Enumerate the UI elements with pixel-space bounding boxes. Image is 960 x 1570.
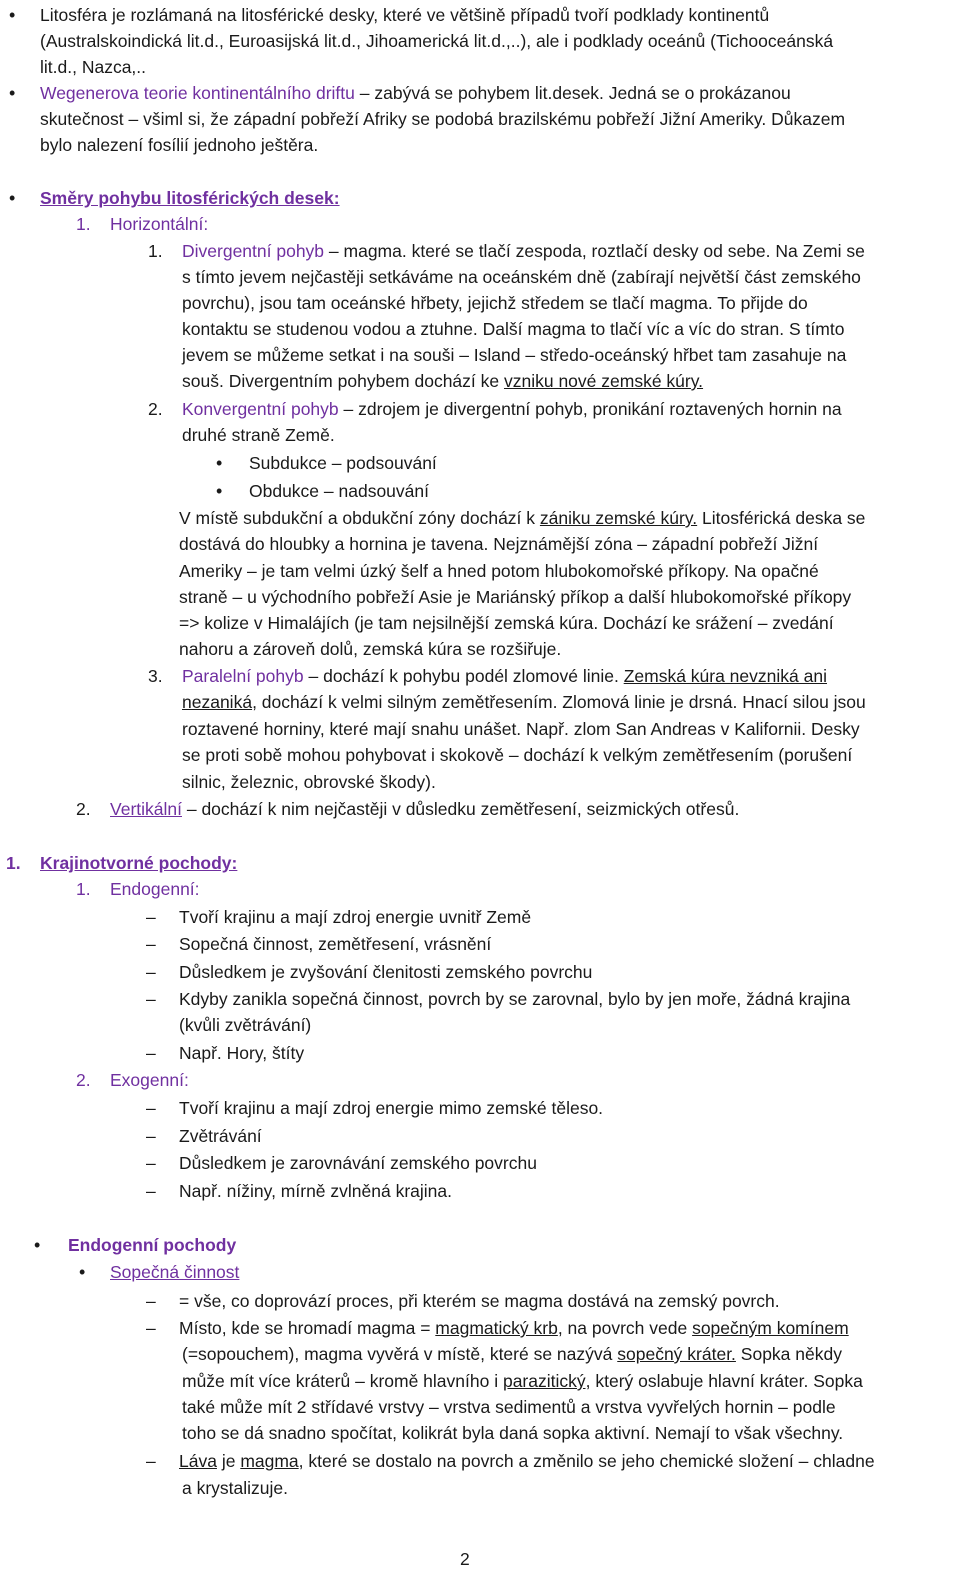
underlined-term: magma [240, 1451, 299, 1471]
convergent-para-line-5: => kolize v Himalájích (je tam nejsilnější zemská kúra. Dochází ke srážení – zvedání [179, 613, 834, 633]
convergent-para-line-2: dostává do hloubky a hornina je tavena. Nejznámější zóna – západní pobřeží Jižní [179, 534, 819, 554]
parallel-text: , dochází k velmi silným zemětřesením. Zlomová linie je drsná. Hnací silou jsou [252, 692, 866, 712]
vertical-term: Vertikální [110, 799, 182, 819]
bullet: • [34, 1235, 41, 1255]
dash: – [146, 1451, 156, 1471]
list-number: 2. [76, 1070, 91, 1090]
convergent-para-line-3: Ameriky – je tam velmi úzký šelf a hned potom hlubokomořské příkopy. Na opačné [179, 561, 819, 581]
parallel-line-1 [182, 665, 827, 687]
volcanic-text: je [216, 1451, 241, 1471]
list-number: 1. [76, 879, 91, 899]
underlined-term: nezaniká [182, 692, 253, 712]
parallel-text: – dochází k pohybu podél zlomové linie. [303, 666, 624, 686]
page-number: 2 [460, 1549, 470, 1569]
divergent-line-4: kontaktu se studenou vodou a ztuhne. Další magma to tlačí víc a víc do stran. S tímto [182, 319, 845, 339]
intro-line-3: lit.d., Nazca,.. [40, 57, 147, 77]
volcanic-item-3-line-2: a krystalizuje. [182, 1478, 289, 1498]
convergent-para-line-6: nahoru a zároveň dolů, zemská kúra se rozšiřuje. [179, 639, 562, 659]
endogenous-heading: Endogenní: [110, 879, 200, 899]
volcanic-text: Místo, kde se hromadí magma = [179, 1318, 436, 1338]
divergent-text: – magma. které se tlačí zespoda, roztlačí desky od sebe. Na Zemi se [324, 241, 865, 261]
volcanic-text: může mít více kráterů – kromě hlavního i [182, 1371, 503, 1391]
parallel-term: Paralelní pohyb [182, 666, 304, 686]
volcanic-text: , které se dostalo na povrch a změnilo se jeho chemické složení – chladne [298, 1451, 875, 1471]
exogenous-item: Např. nížiny, mírně zvlněná krajina. [179, 1181, 452, 1201]
wegener-text: – zabývá se pohybem lit.desek. Jedná se o prokázanou [354, 83, 791, 103]
volcanic-text: který oslabuje hlavní kráter. Sopka [590, 1371, 863, 1391]
convergent-text: – zdrojem je divergentní pohyb, pronikání roztavených hornin na [338, 399, 842, 419]
divergent-line-5: jevem se můžeme setkat i na souši – Island – středo-oceánský hřbet tam zasahuje na [182, 345, 847, 365]
endogenous-item-continued: (kvůli zvětrávání) [179, 1015, 312, 1035]
divergent-line-2: s tímto jevem nejčastěji setkáváme na oceánském dně (zabírají největší část zemského [182, 267, 861, 287]
intro-line-2: (Australskoindická lit.d., Euroasijská lit.d., Jihoamerická lit.d.,..), ale i podklady oceánů (Tichooceánská [40, 31, 834, 51]
exogenous-heading: Exogenní: [110, 1070, 189, 1090]
dash: – [146, 962, 156, 982]
bullet: • [79, 1262, 86, 1282]
volcanic-item-2-line-4: také může mít 2 střídavé vrstvy – vrstva sedimentů a vrstva vyvřelých hornin – podle [182, 1397, 836, 1417]
wegener-term: Wegenerova teorie kontinentálního driftu [40, 83, 355, 103]
dash: – [146, 1153, 156, 1173]
bullet: • [216, 481, 223, 501]
underlined-term: zániku zemské kúry. [539, 508, 698, 528]
list-number: 3. [148, 666, 163, 686]
dash: – [146, 1291, 156, 1311]
endogenous-item: Kdyby zanikla sopečná činnost, povrch by se zarovnal, bylo by jen moře, žádná krajina [179, 989, 851, 1009]
subduction-item: Subdukce – podsouvání [249, 453, 437, 473]
underlined-term: sopečný kráter. [617, 1344, 736, 1364]
parallel-line-2 [182, 691, 866, 713]
endogenous-item: Důsledkem je zvyšování členitosti zemského povrchu [179, 962, 593, 982]
bullet: • [9, 188, 16, 208]
dash: – [146, 907, 156, 927]
convergent-para-line-1 [179, 507, 865, 529]
underlined-term: Láva [179, 1451, 217, 1471]
underlined-term: Zemská kúra nevzniká ani [623, 666, 827, 686]
volcanic-text: , na povrch vede [557, 1318, 693, 1338]
underlined-term: parazitický, [502, 1371, 591, 1391]
list-number: 1. [76, 214, 91, 234]
smery-heading: Směry pohybu litosférických desek: [40, 188, 340, 208]
endogenous-item: Sopečná činnost, zemětřesení, vrásnění [179, 934, 492, 954]
exogenous-item: Důsledkem je zarovnávání zemského povrchu [179, 1153, 537, 1173]
parallel-line-4: se proti sobě mohou pohybovat i skokově – dochází k velkým zemětřesením (porušení [182, 745, 853, 765]
bullet: • [216, 453, 223, 473]
volcanic-item-2-line-1 [179, 1317, 849, 1339]
dash: – [146, 1126, 156, 1146]
convergent-text: V místě subdukční a obdukční zóny dochází k [179, 508, 540, 528]
endogenous-item: Tvoří krajinu a mají zdroj energie uvnitř Země [179, 907, 532, 927]
wegener-line-2: skutečnost – všiml si, že západní pobřeží Afriky se podobá brazilskému pobřeží Jižní Ameriky. Důkazem [40, 109, 846, 129]
landscape-heading: Krajinotvorné pochody: [40, 853, 238, 873]
volcanic-activity-heading: Sopečná činnost [110, 1262, 240, 1282]
volcanic-item-2-line-2 [182, 1343, 842, 1365]
parallel-line-5: silnic, železnic, obrovské škody). [182, 772, 436, 792]
volcanic-item-2-line-5: toho se dá snadno spočítat, kolikrát byla daná sopka aktivní. Nemají to však všechny. [182, 1423, 844, 1443]
volcanic-item-2-line-3 [182, 1370, 863, 1392]
intro-line-1: Litosféra je rozlámaná na litosférické desky, které ve většině případů tvoří podklady kontinentů [40, 5, 770, 25]
list-number: 2. [76, 799, 91, 819]
convergent-term: Konvergentní pohyb [182, 399, 339, 419]
exogenous-item: Zvětrávání [179, 1126, 262, 1146]
underlined-term: vzniku nové zemské kúry. [503, 371, 704, 391]
dash: – [146, 989, 156, 1009]
divergent-text: souš. Divergentním pohybem dochází ke [182, 371, 504, 391]
list-number: 1. [6, 853, 21, 873]
underlined-term: magmatický krb [435, 1318, 558, 1338]
dash: – [146, 1098, 156, 1118]
endogenous-item: Např. Hory, štíty [179, 1043, 305, 1063]
bullet: • [9, 83, 16, 103]
parallel-line-3: roztavené horniny, které mají snahu unášet. Např. zlom San Andreas v Kalifornii. Desky [182, 719, 860, 739]
wegener-line-3: bylo nalezení fosílií jednoho ještěra. [40, 135, 319, 155]
endogenous-processes-heading: Endogenní pochody [68, 1235, 237, 1255]
bullet: • [9, 5, 16, 25]
volcanic-text: Sopka někdy [735, 1344, 842, 1364]
divergent-line-6 [182, 370, 703, 392]
divergent-line-1 [182, 240, 865, 262]
obduction-item: Obdukce – nadsouvání [249, 481, 429, 501]
dash: – [146, 934, 156, 954]
dash: – [146, 1043, 156, 1063]
dash: – [146, 1318, 156, 1338]
vertical-text: – dochází k nim nejčastěji v důsledku zemětřesení, seizmických otřesů. [181, 799, 740, 819]
list-number: 1. [148, 241, 163, 261]
underlined-term: sopečným komínem [692, 1318, 849, 1338]
divergent-term: Divergentní pohyb [182, 241, 325, 261]
wegener-line-1 [40, 82, 791, 104]
exogenous-item: Tvoří krajinu a mají zdroj energie mimo zemské těleso. [179, 1098, 604, 1118]
convergent-para-line-4: straně – u východního pobřeží Asie je Mariánský příkop a další hlubokomořské příkopy [179, 587, 852, 607]
dash: – [146, 1181, 156, 1201]
convergent-line-2: druhé straně Země. [182, 425, 335, 445]
convergent-text: Litosférická deska se [697, 508, 866, 528]
list-number: 2. [148, 399, 163, 419]
volcanic-item-1: = vše, co doprovází proces, při kterém se magma dostává na zemský povrch. [179, 1291, 780, 1311]
horizontal-heading: Horizontální: [110, 214, 209, 234]
divergent-line-3: povrchu), jsou tam oceánské hřbety, jejichž středem se tlačí magma. To přijde do [182, 293, 808, 313]
convergent-line-1 [182, 398, 842, 420]
vertical-line [110, 798, 739, 820]
volcanic-item-3-line-1 [179, 1450, 875, 1472]
volcanic-text: (=sopouchem), magma vyvěrá v místě, které se nazývá [182, 1344, 618, 1364]
